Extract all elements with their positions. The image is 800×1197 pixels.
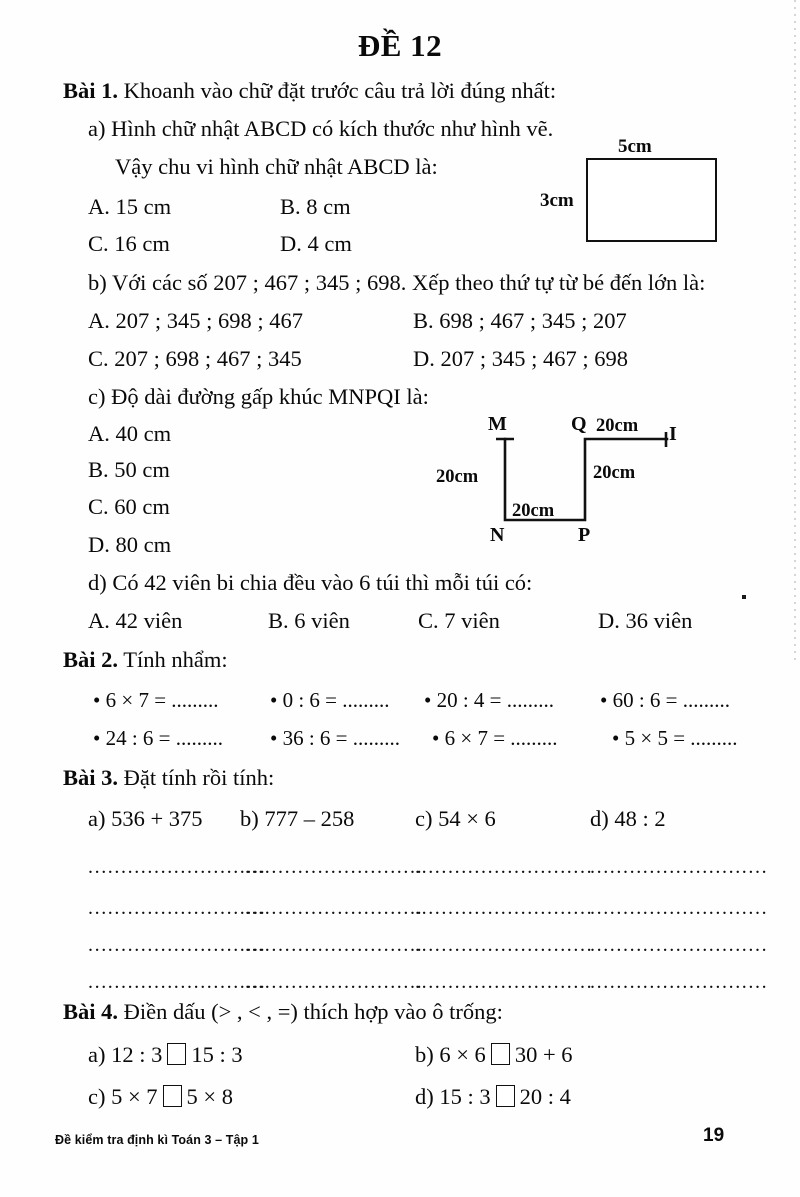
option-1d-A[interactable]: A. 42 viên (88, 608, 183, 633)
answer-line[interactable]: ........................... (245, 856, 424, 878)
compare-left-b: b) 6 × 6 (415, 1042, 486, 1067)
exercise-2-text: Tính nhẩm: (123, 647, 228, 672)
compare-right-a: 15 : 3 (191, 1042, 243, 1067)
rectangle-height-label: 3cm (540, 190, 574, 211)
page-number: 19 (703, 1125, 725, 1146)
polyline-vertex-N: N (490, 524, 505, 546)
option-1b-C[interactable]: C. 207 ; 698 ; 467 ; 345 (88, 346, 302, 371)
option-1d-C[interactable]: C. 7 viên (418, 608, 500, 633)
scan-speck-artifact (742, 595, 746, 599)
question-1c-prompt: c) Độ dài đường gấp khúc MNPQI là: (88, 384, 429, 409)
answer-line[interactable]: ........................... (590, 971, 769, 993)
answer-line[interactable]: ........................... (590, 856, 769, 878)
answer-line[interactable]: ........................... (590, 934, 769, 956)
answer-line[interactable]: ........................... (245, 971, 424, 993)
exercise-3-item-b: b) 777 – 258 (240, 806, 355, 831)
rectangle-shape (586, 158, 717, 242)
compare-item-c (88, 1085, 233, 1109)
exercise-2-label: Bài 2. (63, 647, 119, 672)
option-1a-A[interactable]: A. 15 cm (88, 194, 172, 219)
compare-right-b: 30 + 6 (514, 1042, 573, 1067)
exercise-3-item-c: c) 54 × 6 (415, 806, 496, 831)
exercise-4-label: Bài 4. (63, 999, 119, 1024)
compare-box-d[interactable] (496, 1085, 515, 1107)
polyline-vertex-I: I (669, 423, 677, 445)
question-1d-prompt: d) Có 42 viên bi chia đều vào 6 túi thì mỗi túi có: (88, 570, 533, 595)
rectangle-width-label: 5cm (618, 136, 652, 157)
answer-line[interactable]: ........................... (245, 897, 424, 919)
option-1c-A[interactable]: A. 40 cm (88, 421, 172, 446)
question-1b-prompt: b) Với các số 207 ; 467 ; 345 ; 698. Xếp theo thứ tự từ bé đến lớn là: (88, 270, 706, 295)
compare-right-d: 20 : 4 (519, 1084, 571, 1109)
option-1b-B[interactable]: B. 698 ; 467 ; 345 ; 207 (413, 308, 627, 333)
exercise-4-text: Điền dấu (> , < , =) thích hợp vào ô trống: (123, 999, 503, 1024)
exercise-1-label: Bài 1. (63, 78, 119, 103)
scan-edge-artifact (794, 0, 796, 660)
answer-line[interactable]: ........................... (415, 971, 594, 993)
polyline-dim-MN: 20cm (436, 467, 479, 487)
mental-math-item[interactable]: • 6 × 7 = ......... (93, 688, 219, 712)
rectangle-figure (540, 136, 740, 250)
compare-left-c: c) 5 × 7 (88, 1084, 158, 1109)
answer-line[interactable]: ........................... (245, 934, 424, 956)
compare-item-a (88, 1043, 243, 1067)
polyline-dim-NP: 20cm (512, 501, 555, 521)
polyline-dim-PQ: 20cm (593, 463, 636, 483)
polyline-vertex-P: P (578, 524, 591, 546)
mental-math-item[interactable]: • 60 : 6 = ......... (600, 688, 731, 712)
answer-line[interactable]: ........................... (590, 897, 769, 919)
answer-line[interactable]: ........................... (415, 934, 594, 956)
exercise-1-heading (63, 80, 556, 103)
answer-line[interactable]: ........................... (415, 856, 594, 878)
mental-math-item[interactable]: • 24 : 6 = ......... (93, 726, 224, 750)
mental-math-item[interactable]: • 5 × 5 = ......... (612, 726, 738, 750)
option-1c-B[interactable]: B. 50 cm (88, 457, 170, 482)
option-1d-D[interactable]: D. 36 viên (598, 608, 693, 633)
exercise-3-text: Đặt tính rồi tính: (123, 765, 275, 790)
option-1d-B[interactable]: B. 6 viên (268, 608, 350, 633)
answer-line[interactable]: ........................... (88, 971, 267, 993)
exercise-3-label: Bài 3. (63, 765, 119, 790)
question-1a-prompt: a) Hình chữ nhật ABCD có kích thước như hình vẽ. (88, 116, 554, 141)
polyline-figure (430, 405, 690, 555)
mental-math-item[interactable]: • 20 : 4 = ......... (424, 688, 555, 712)
option-1a-D[interactable]: D. 4 cm (280, 231, 352, 256)
compare-box-a[interactable] (167, 1043, 186, 1065)
footer-note: Đề kiểm tra định kì Toán 3 – Tập 1 (55, 1133, 259, 1147)
compare-box-c[interactable] (163, 1085, 182, 1107)
compare-left-d: d) 15 : 3 (415, 1084, 491, 1109)
answer-line[interactable]: ........................... (88, 934, 267, 956)
polyline-vertex-Q: Q (571, 413, 587, 435)
polyline-dim-QI: 20cm (596, 416, 639, 436)
polyline-vertex-M: M (488, 413, 507, 435)
mental-math-item[interactable]: • 6 × 7 = ......... (432, 726, 558, 750)
answer-line[interactable]: ........................... (415, 897, 594, 919)
answer-line[interactable]: ........................... (88, 897, 267, 919)
option-1a-C[interactable]: C. 16 cm (88, 231, 170, 256)
option-1a-B[interactable]: B. 8 cm (280, 194, 351, 219)
option-1c-D[interactable]: D. 80 cm (88, 532, 172, 557)
option-1c-C[interactable]: C. 60 cm (88, 494, 170, 519)
option-1b-D[interactable]: D. 207 ; 345 ; 467 ; 698 (413, 346, 629, 371)
mental-math-item[interactable]: • 0 : 6 = ......... (270, 688, 390, 712)
mental-math-item[interactable]: • 36 : 6 = ......... (270, 726, 401, 750)
compare-item-b (415, 1043, 573, 1067)
exercise-2-heading (63, 649, 228, 672)
compare-left-a: a) 12 : 3 (88, 1042, 163, 1067)
exercise-3-heading (63, 767, 274, 790)
exercise-3-item-a: a) 536 + 375 (88, 806, 203, 831)
exercise-4-heading (63, 1001, 503, 1024)
exercise-1-text: Khoanh vào chữ đặt trước câu trả lời đúng nhất: (123, 78, 557, 103)
exercise-3-item-d: d) 48 : 2 (590, 806, 666, 831)
compare-right-c: 5 × 8 (186, 1084, 233, 1109)
answer-line[interactable]: ........................... (88, 856, 267, 878)
option-1b-A[interactable]: A. 207 ; 345 ; 698 ; 467 (88, 308, 304, 333)
compare-box-b[interactable] (491, 1043, 510, 1065)
page-title: ĐỀ 12 (357, 28, 443, 63)
question-1a-subprompt: Vậy chu vi hình chữ nhật ABCD là: (115, 154, 438, 179)
compare-item-d (415, 1085, 571, 1109)
